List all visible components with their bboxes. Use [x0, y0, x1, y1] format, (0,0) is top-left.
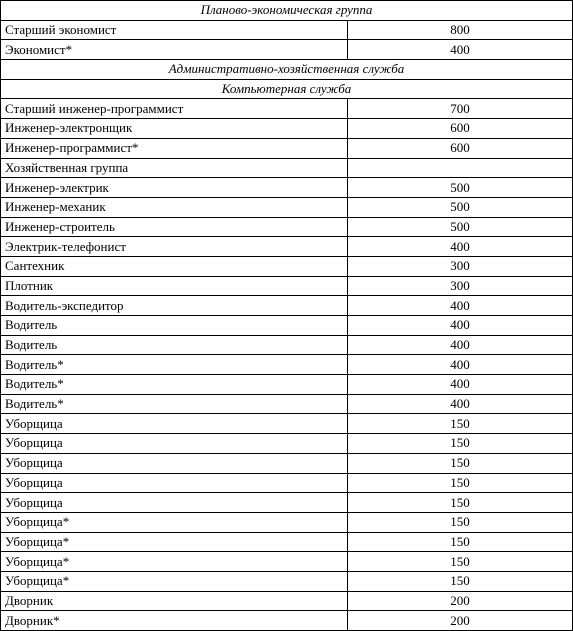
section-title: Планово-экономическая группа [1, 1, 573, 21]
table-row [1, 237, 573, 257]
position-name-cell: Уборщица* [1, 532, 348, 552]
position-name-cell: Инженер-механик [1, 197, 348, 217]
position-name-cell: Дворник [1, 591, 348, 611]
table-body [1, 1, 573, 631]
salary-value-cell: 150 [348, 552, 573, 572]
table-row [1, 394, 573, 414]
position-name-cell: Электрик-телефонист [1, 237, 348, 257]
table-row [1, 217, 573, 237]
table-row [1, 571, 573, 591]
salary-value-cell: 400 [348, 237, 573, 257]
position-name-cell: Хозяйственная группа [1, 158, 348, 178]
table-row [1, 256, 573, 276]
position-name-cell: Водитель* [1, 394, 348, 414]
salary-value-cell: 500 [348, 217, 573, 237]
position-name-cell: Уборщица* [1, 552, 348, 572]
salary-value-cell: 300 [348, 256, 573, 276]
table-row [1, 434, 573, 454]
salary-value-cell: 150 [348, 473, 573, 493]
table-row [1, 473, 573, 493]
table-row [1, 611, 573, 631]
table-row [1, 276, 573, 296]
table-row [1, 40, 573, 60]
table-row [1, 355, 573, 375]
table-row [1, 119, 573, 139]
salary-value-cell: 150 [348, 493, 573, 513]
position-name-cell: Уборщица [1, 434, 348, 454]
position-name-cell: Уборщица [1, 414, 348, 434]
position-name-cell: Инженер-программист* [1, 138, 348, 158]
salary-value-cell: 400 [348, 296, 573, 316]
position-name-cell: Сантехник [1, 256, 348, 276]
table-row [1, 138, 573, 158]
table-row [1, 335, 573, 355]
position-name-cell: Уборщица [1, 493, 348, 513]
position-name-cell: Уборщица* [1, 512, 348, 532]
salary-value-cell: 400 [348, 375, 573, 395]
table-row [1, 493, 573, 513]
salary-value-cell: 600 [348, 119, 573, 139]
position-name-cell: Экономист* [1, 40, 348, 60]
table-row [1, 20, 573, 40]
table-row [1, 158, 573, 178]
salary-value-cell: 500 [348, 178, 573, 198]
salary-value-cell: 800 [348, 20, 573, 40]
section-title: Компьютерная служба [1, 79, 573, 99]
position-name-cell: Водитель* [1, 355, 348, 375]
salary-value-cell: 400 [348, 355, 573, 375]
table-row [1, 178, 573, 198]
position-name-cell: Уборщица [1, 453, 348, 473]
position-name-cell: Уборщица* [1, 571, 348, 591]
salary-value-cell: 150 [348, 434, 573, 454]
table-row [1, 512, 573, 532]
salary-value-cell: 500 [348, 197, 573, 217]
table-row [1, 414, 573, 434]
salary-value-cell: 150 [348, 532, 573, 552]
position-name-cell: Инженер-электронщик [1, 119, 348, 139]
position-name-cell: Водитель [1, 335, 348, 355]
table-row [1, 197, 573, 217]
position-name-cell: Инженер-строитель [1, 217, 348, 237]
section-title: Административно-хозяйственная служба [1, 60, 573, 80]
table-row [1, 552, 573, 572]
salary-value-cell: 400 [348, 316, 573, 336]
salary-value-cell: 150 [348, 453, 573, 473]
salary-value-cell: 400 [348, 335, 573, 355]
position-name-cell: Старший инженер-программист [1, 99, 348, 119]
position-name-cell: Плотник [1, 276, 348, 296]
table-row [1, 591, 573, 611]
position-name-cell: Уборщица [1, 473, 348, 493]
table-row [1, 532, 573, 552]
position-name-cell: Старший экономист [1, 20, 348, 40]
position-name-cell: Водитель* [1, 375, 348, 395]
position-name-cell: Водитель [1, 316, 348, 336]
salary-value-cell: 300 [348, 276, 573, 296]
salary-value-cell: 400 [348, 394, 573, 414]
salary-value-cell: 150 [348, 414, 573, 434]
salary-value-cell: 700 [348, 99, 573, 119]
table-row [1, 99, 573, 119]
salary-value-cell: 200 [348, 591, 573, 611]
position-name-cell: Инженер-электрик [1, 178, 348, 198]
salary-value-cell: 150 [348, 571, 573, 591]
table-row [1, 453, 573, 473]
table-row [1, 296, 573, 316]
section-header-row [1, 60, 573, 80]
salary-value-cell: 600 [348, 138, 573, 158]
table-row [1, 375, 573, 395]
position-name-cell: Водитель-экспедитор [1, 296, 348, 316]
salary-value-cell: 200 [348, 611, 573, 631]
section-header-row [1, 1, 573, 21]
section-header-row [1, 79, 573, 99]
salary-value-cell: 400 [348, 40, 573, 60]
salary-value-cell [348, 158, 573, 178]
position-name-cell: Дворник* [1, 611, 348, 631]
salary-value-cell: 150 [348, 512, 573, 532]
table-row [1, 316, 573, 336]
